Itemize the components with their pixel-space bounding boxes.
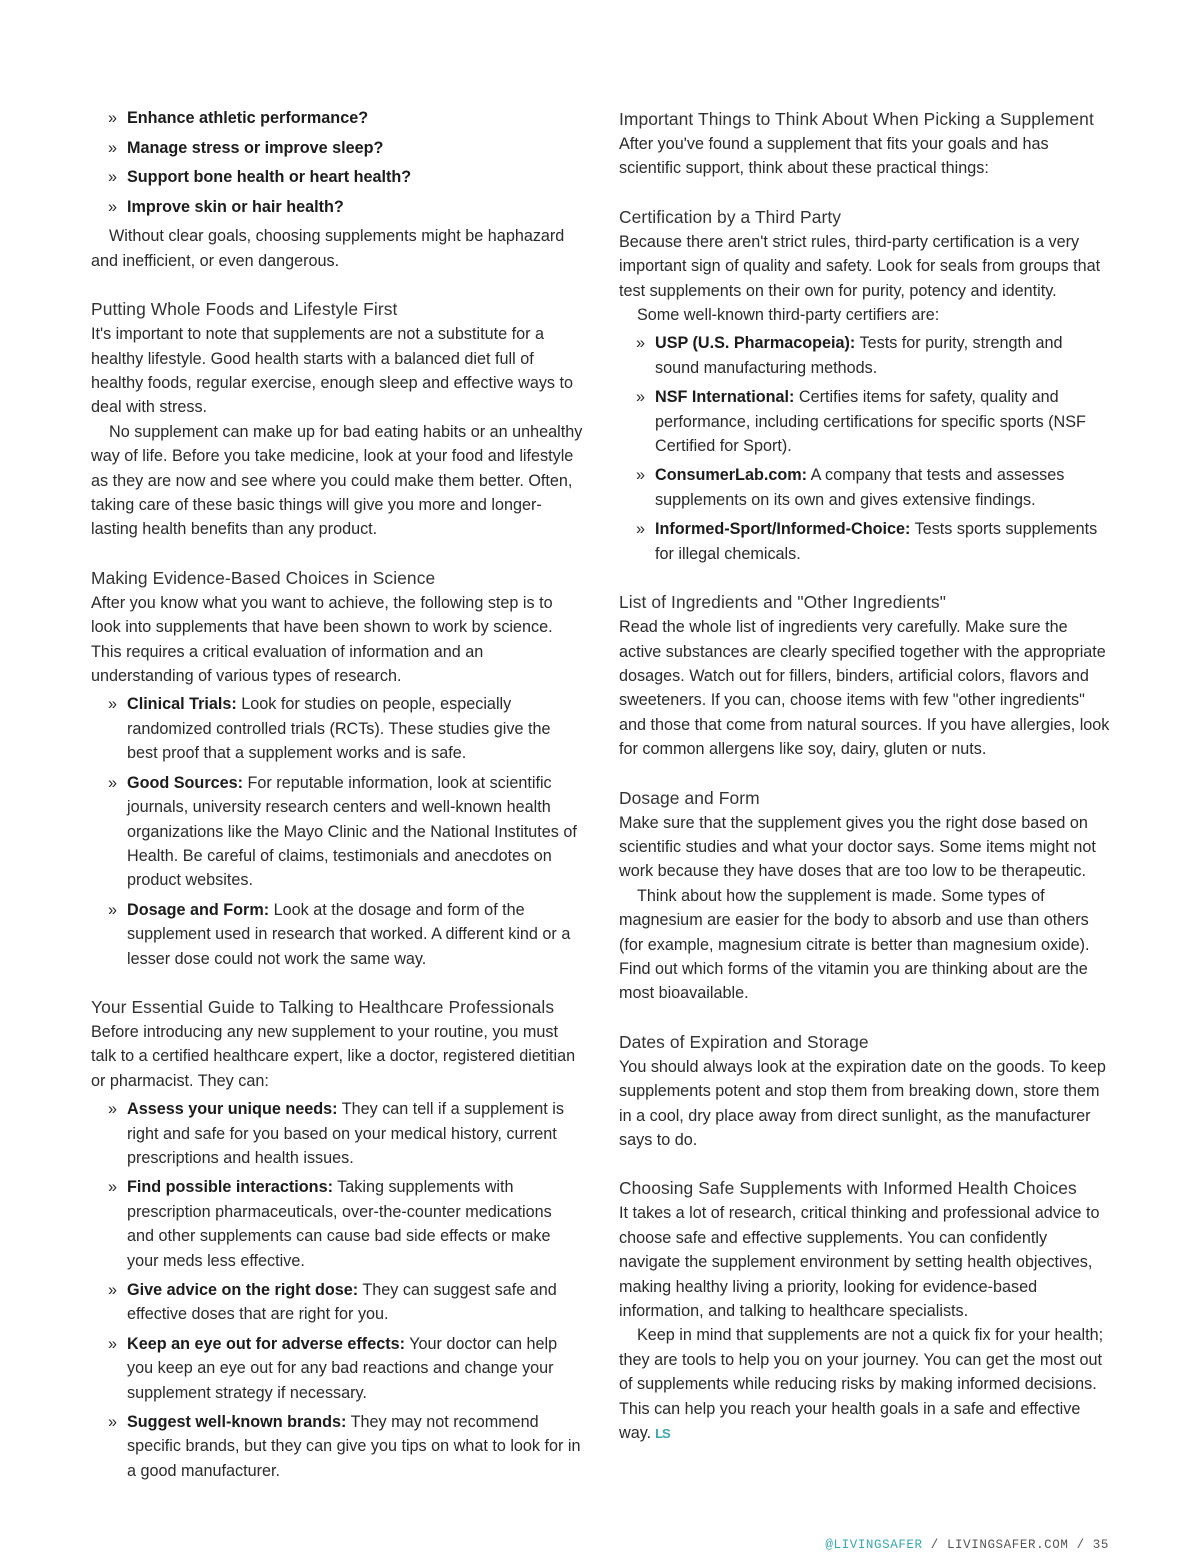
list-item-term: Informed-Sport/Informed-Choice: bbox=[655, 520, 911, 539]
right-column bbox=[619, 106, 1111, 1446]
list-item-term: USP (U.S. Pharmacopeia): bbox=[655, 334, 856, 353]
list-item-text: Certifies items for safety, quality and performance, including certifications for specific sports (NSF Certified for Sport). bbox=[655, 388, 1086, 456]
list-item bbox=[91, 1332, 583, 1405]
list-item-term: Dosage and Form: bbox=[127, 900, 270, 919]
research-tips-list bbox=[91, 692, 583, 970]
left-column bbox=[91, 106, 583, 1488]
body-paragraph: Make sure that the supplement gives you the right dose based on scientific studies and what your doctor says. Some items might not work because they have doses that are too low to be therapeutic. bbox=[619, 813, 1096, 881]
list-item bbox=[91, 1410, 583, 1483]
list-item bbox=[91, 1175, 583, 1273]
section-heading: Dosage and Form bbox=[619, 787, 760, 808]
section-heading: Dates of Expiration and Storage bbox=[619, 1031, 869, 1052]
list-item-text: Taking supplements with prescription pharmaceuticals, over-the-counter medications and other supplements can cause bad side effects or make your meds less effective. bbox=[127, 1178, 552, 1270]
page-number: 35 bbox=[1092, 1538, 1109, 1552]
healthcare-benefits-list bbox=[91, 1097, 583, 1483]
list-item bbox=[91, 1278, 583, 1327]
closing-text: Keep in mind that supplements are not a quick fix for your health; they are tools to help you on your journey. You can get the most out of supplements while reducing risks by making informed decisions. This can help you reach your health goals in a safe and effective way. bbox=[619, 1326, 1104, 1443]
list-item bbox=[91, 106, 583, 130]
end-mark-logo: LS bbox=[655, 1426, 670, 1442]
goal-question: Improve skin or hair health? bbox=[127, 197, 344, 216]
body-paragraph bbox=[619, 1323, 1111, 1446]
section-heading: Choosing Safe Supplements with Informed Health Choices bbox=[619, 1178, 1077, 1199]
page-footer bbox=[825, 1538, 1109, 1552]
list-item bbox=[91, 771, 583, 893]
list-item-text: They can tell if a supplement is right and safe for you based on your medical history, current prescriptions and health issues. bbox=[127, 1100, 564, 1167]
body-paragraph: Before introducing any new supplement to your routine, you must talk to a certified healthcare expert, like a doctor, registered dietitian or pharmacist. They can: bbox=[91, 1022, 576, 1090]
list-item bbox=[91, 1097, 583, 1170]
list-item-term: Find possible interactions: bbox=[127, 1178, 333, 1197]
list-item bbox=[91, 136, 583, 160]
list-item-text: For reputable information, look at scientific journals, university research centers and well-known health organizations like the Mayo Clinic and the National Institutes of Health. Be careful of claims, testimonials and anecdotes on product websites. bbox=[127, 773, 577, 890]
footer-separator: / bbox=[1068, 1538, 1093, 1552]
section-heading: Making Evidence-Based Choices in Science bbox=[91, 567, 436, 588]
certifiers-list bbox=[619, 331, 1111, 566]
list-item bbox=[619, 517, 1111, 566]
list-item-text: They can suggest safe and effective doses that are right for you. bbox=[127, 1281, 557, 1324]
goal-question: Manage stress or improve sleep? bbox=[127, 138, 384, 157]
goal-question: Enhance athletic performance? bbox=[127, 109, 369, 127]
body-paragraph: Without clear goals, choosing supplements might be haphazard and inefficient, or even dangerous. bbox=[91, 227, 565, 270]
social-handle: @LIVINGSAFER bbox=[825, 1538, 923, 1552]
goal-question-list bbox=[91, 106, 583, 219]
list-item bbox=[91, 165, 583, 189]
list-item-term: Suggest well-known brands: bbox=[127, 1413, 347, 1432]
goal-question: Support bone health or heart health? bbox=[127, 168, 412, 187]
section-heading: Putting Whole Foods and Lifestyle First bbox=[91, 299, 398, 320]
footer-separator: / bbox=[922, 1538, 947, 1552]
website-url: LIVINGSAFER.COM bbox=[946, 1538, 1069, 1552]
list-item-text: Tests for purity, strength and sound manufacturing methods. bbox=[655, 334, 1063, 377]
list-item-term: NSF International: bbox=[655, 388, 795, 407]
list-item bbox=[619, 463, 1111, 512]
list-item bbox=[91, 692, 583, 765]
body-paragraph: Read the whole list of ingredients very carefully. Make sure the active substances are clearly specified together with the appropriate dosages. Watch out for fillers, binders, artificial colors, flavors and sweeteners. If you can, choose items with few "other ingredients" and those that come from natural sources. If you have allergies, look for common allergens like soy, dairy, gluten or nuts. bbox=[619, 618, 1110, 759]
body-paragraph: Think about how the supplement is made. Some types of magnesium are easier for the body to absorb and use than others (for example, magnesium citrate is better than magnesium oxide). Find out which forms of the vitamin you are thinking about are the most bioavailable. bbox=[619, 886, 1090, 1003]
section-heading: Important Things to Think About When Picking a Supplement bbox=[619, 109, 1094, 129]
list-item-term: Keep an eye out for adverse effects: bbox=[127, 1334, 405, 1353]
list-item-term: Give advice on the right dose: bbox=[127, 1281, 359, 1299]
list-item bbox=[619, 331, 1111, 380]
section-heading: List of Ingredients and "Other Ingredients" bbox=[619, 592, 946, 613]
list-item bbox=[91, 898, 583, 971]
list-item-term: ConsumerLab.com: bbox=[655, 466, 808, 485]
list-item-term: Clinical Trials: bbox=[127, 695, 237, 714]
list-item-term: Assess your unique needs: bbox=[127, 1100, 338, 1119]
body-paragraph: Because there aren't strict rules, third-party certification is a very important sign of quality and safety. Look for seals from groups that test supplements on their own for purity, potency and identity. bbox=[619, 232, 1101, 300]
body-paragraph: Some well-known third-party certifiers are: bbox=[637, 306, 940, 325]
list-item-text: Look for studies on people, especially randomized controlled trials (RCTs). These studies give the best proof that a supplement works and is safe. bbox=[127, 695, 551, 763]
list-item-text: A company that tests and assesses supplements on its own and gives extensive findings. bbox=[655, 466, 1065, 509]
body-paragraph: It takes a lot of research, critical thinking and professional advice to choose safe and effective supplements. You can confidently navigate the supplement environment by setting health objectives, making healthy living a priority, looking for evidence-based information, and talking to healthcare specialists. bbox=[619, 1204, 1100, 1321]
section-heading: Certification by a Third Party bbox=[619, 206, 842, 227]
list-item-text: They may not recommend specific brands, but they can give you tips on what to look for in a good manufacturer. bbox=[127, 1413, 581, 1480]
list-item-text: Tests sports supplements for illegal chemicals. bbox=[655, 520, 1098, 563]
list-item-text: Look at the dosage and form of the supplement used in research that worked. A different kind or a lesser dose could not work the same way. bbox=[127, 900, 571, 968]
body-paragraph: After you know what you want to achieve, the following step is to look into supplements that have been shown to work by science. This requires a critical evaluation of information and an understanding of various types of research. bbox=[91, 593, 553, 686]
body-paragraph: It's important to note that supplements are not a substitute for a healthy lifestyle. Good health starts with a balanced diet full of healthy foods, regular exercise, enough sleep and effective ways to deal with stress. bbox=[91, 325, 574, 417]
body-paragraph: No supplement can make up for bad eating habits or an unhealthy way of life. Before you take medicine, look at your food and lifestyle as they are now and see where you could make them better. Often, taking care of these basic things will give you more and longer-lasting health benefits than any product. bbox=[91, 422, 583, 539]
body-paragraph: You should always look at the expiration date on the goods. To keep supplements potent and stop them from breaking down, store them in a cool, dry place away from direct sunlight, as the manufacturer says to do. bbox=[619, 1057, 1106, 1149]
body-paragraph: After you've found a supplement that fits your goals and has scientific support, think about these practical things: bbox=[619, 135, 1049, 178]
section-heading: Your Essential Guide to Talking to Healthcare Professionals bbox=[91, 996, 555, 1017]
list-item bbox=[91, 195, 583, 219]
list-item-text: Your doctor can help you keep an eye out for any bad reactions and change your supplement strategy if necessary. bbox=[127, 1334, 558, 1402]
list-item-term: Good Sources: bbox=[127, 773, 244, 792]
list-item bbox=[619, 385, 1111, 458]
